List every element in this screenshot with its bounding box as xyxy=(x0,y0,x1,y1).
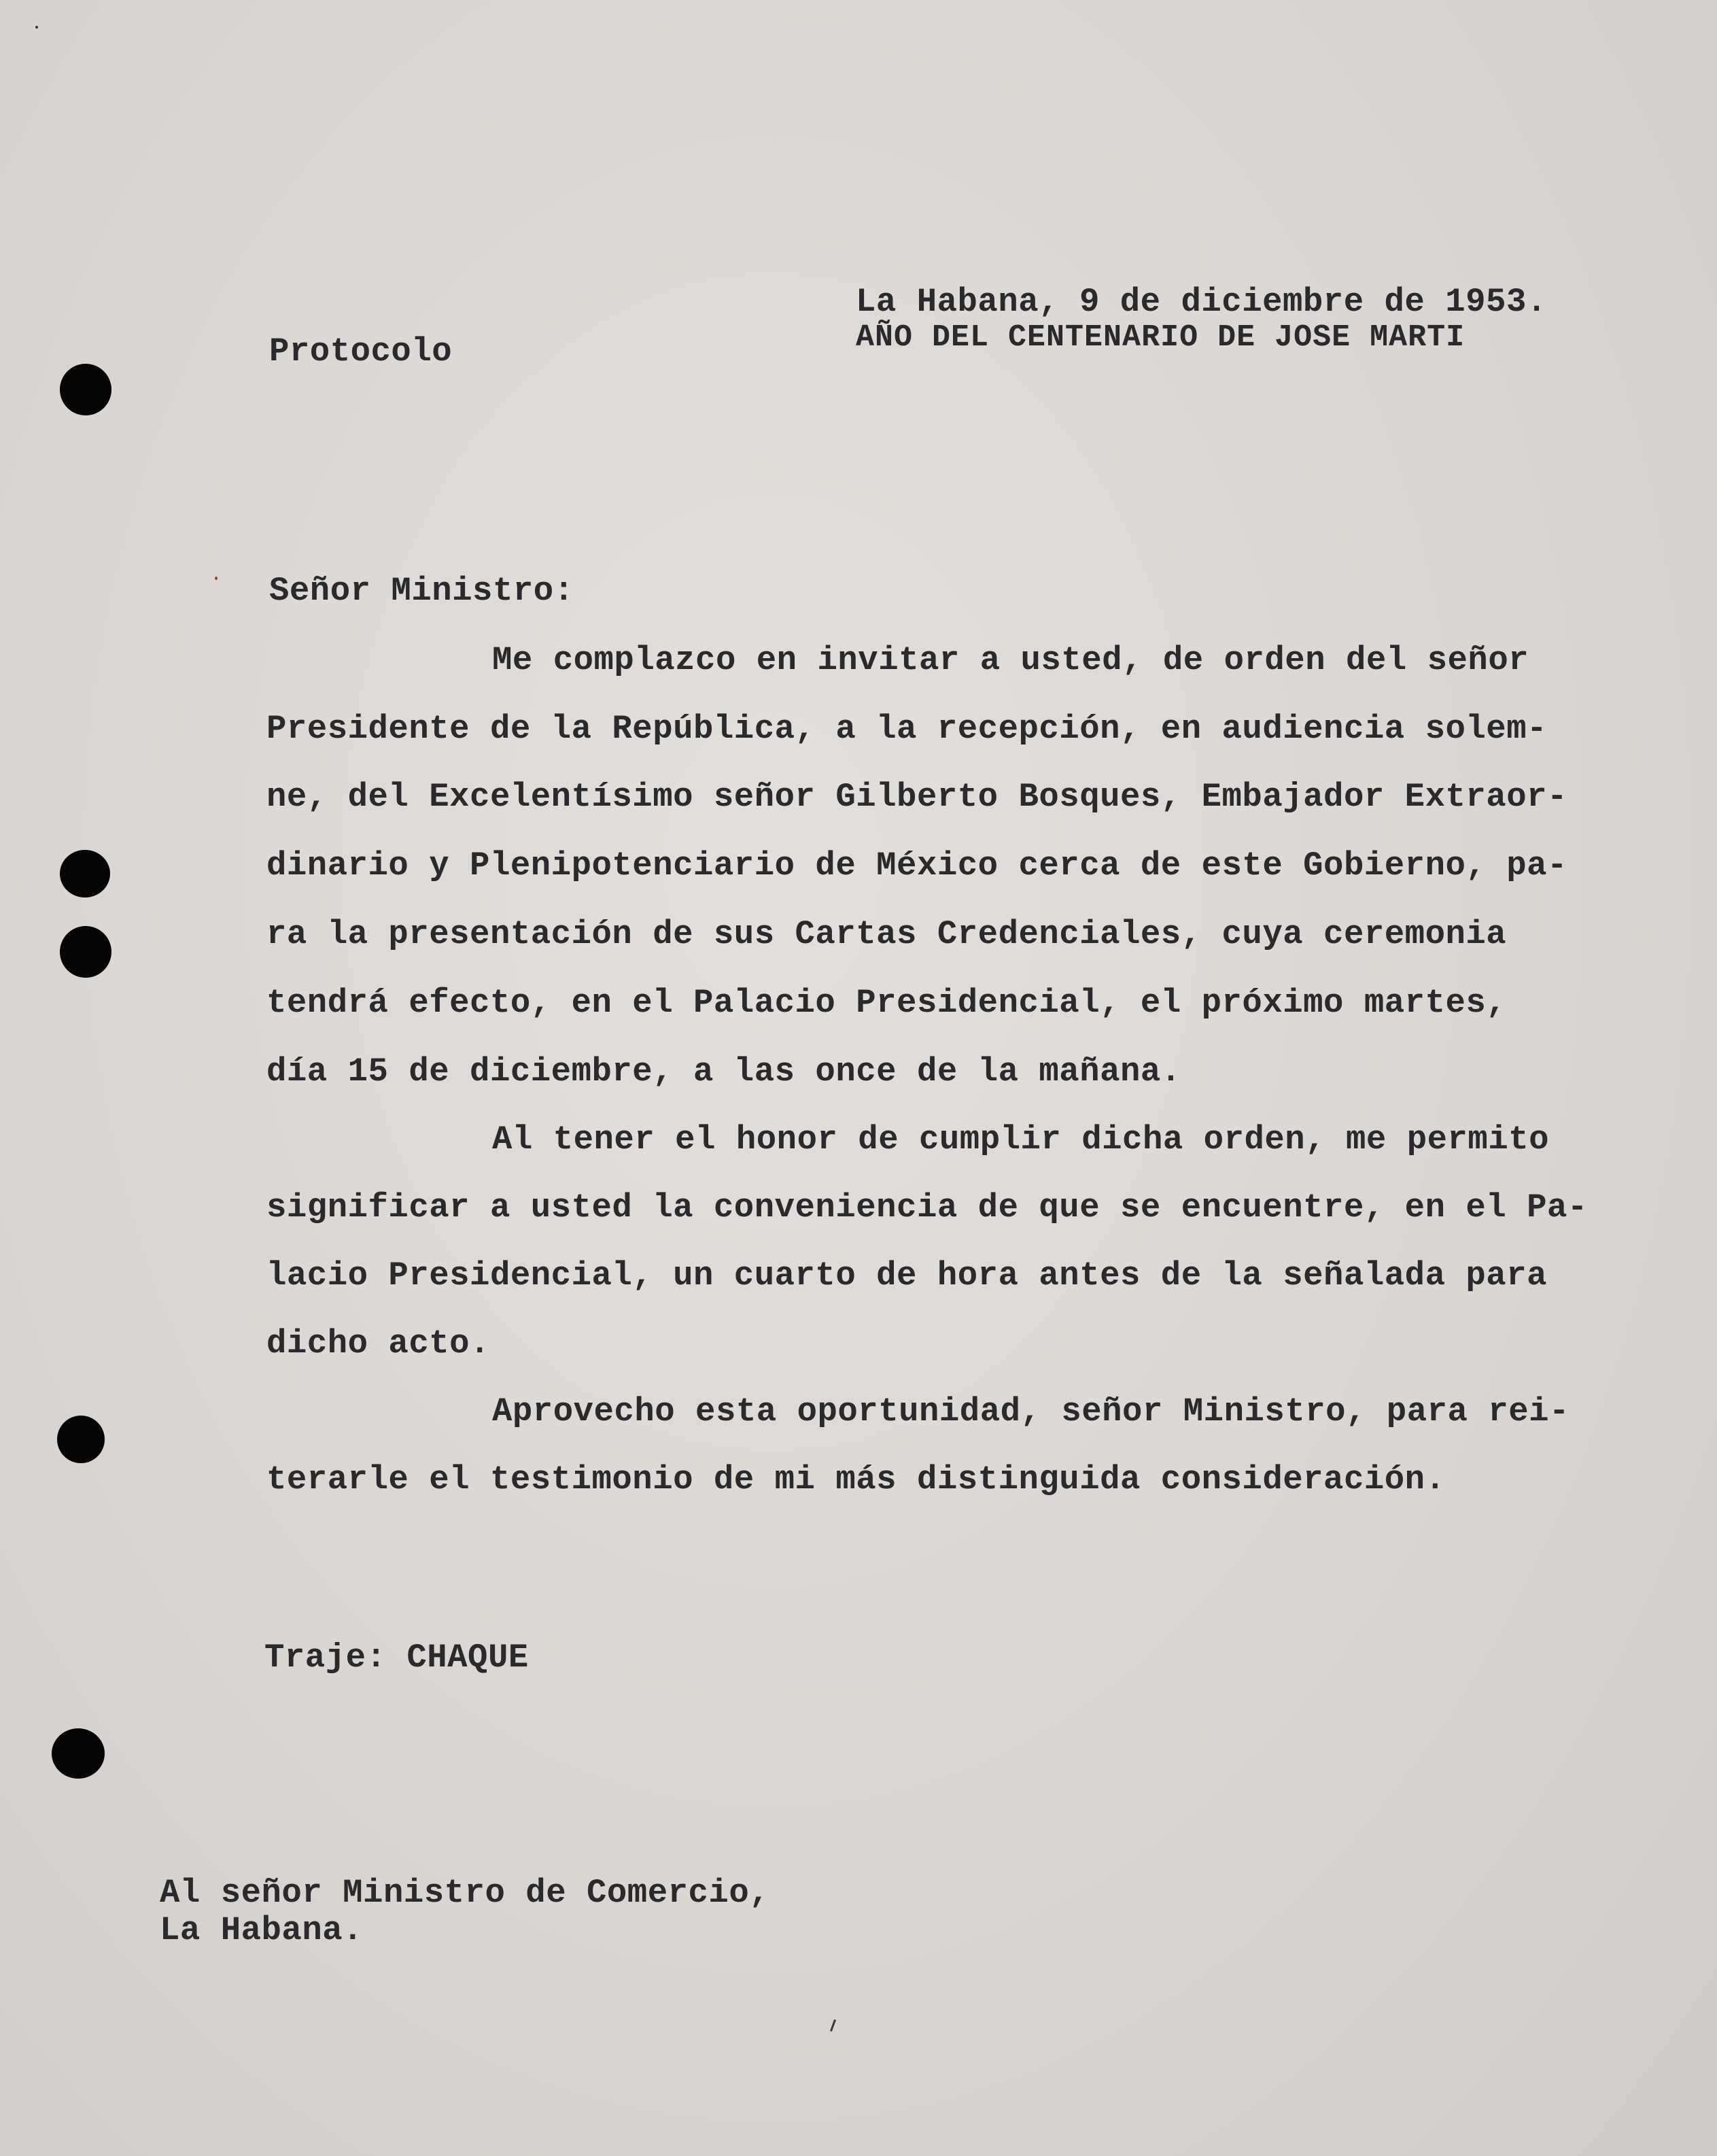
punch-hole xyxy=(60,364,111,415)
salutation: Señor Ministro: xyxy=(269,572,574,610)
body-line: Me complazco en invitar a usted, de orden del señor xyxy=(492,641,1529,679)
paper-speck xyxy=(35,26,38,29)
addressee-line: La Habana. xyxy=(160,1911,364,1949)
body-line: significar a usted la conveniencia de que se encuentre, en el Pa- xyxy=(266,1188,1588,1227)
date-line: La Habana, 9 de diciembre de 1953. xyxy=(856,283,1547,321)
body-line: Al tener el honor de cumplir dicha orden, me permito xyxy=(492,1120,1550,1159)
body-line: lacio Presidencial, un cuarto de hora antes de la señalada para xyxy=(266,1256,1548,1295)
body-line: ra la presentación de sus Cartas Credenciales, cuya ceremonia xyxy=(266,915,1507,953)
body-line: Presidente de la República, a la recepción, en audiencia solem- xyxy=(266,710,1548,748)
body-line: dinario y Plenipotenciario de México cerca de este Gobierno, pa- xyxy=(266,846,1567,885)
body-line: dicho acto. xyxy=(266,1324,490,1363)
paper-speck xyxy=(215,577,218,580)
paper-speck xyxy=(830,2019,836,2032)
body-line: día 15 de diciembre, a las once de la mañana. xyxy=(266,1053,1181,1091)
punch-hole xyxy=(52,1728,105,1779)
body-line: Aprovecho esta oportunidad, señor Ministro, para rei- xyxy=(492,1392,1569,1431)
section-label: Protocolo xyxy=(269,332,453,371)
body-line: tendrá efecto, en el Palacio Presidencial, el próximo martes, xyxy=(266,984,1507,1022)
year-motto: AÑO DEL CENTENARIO DE JOSE MARTI xyxy=(856,320,1465,355)
addressee-line: Al señor Ministro de Comercio, xyxy=(160,1874,770,1912)
attire-note: Traje: CHAQUE xyxy=(264,1639,529,1677)
punch-hole xyxy=(60,926,111,978)
body-line: ne, del Excelentísimo señor Gilberto Bosques, Embajador Extraor- xyxy=(266,778,1567,816)
punch-hole xyxy=(60,850,110,897)
punch-hole xyxy=(57,1416,105,1463)
body-line: terarle el testimonio de mi más distinguida consideración. xyxy=(266,1460,1446,1499)
